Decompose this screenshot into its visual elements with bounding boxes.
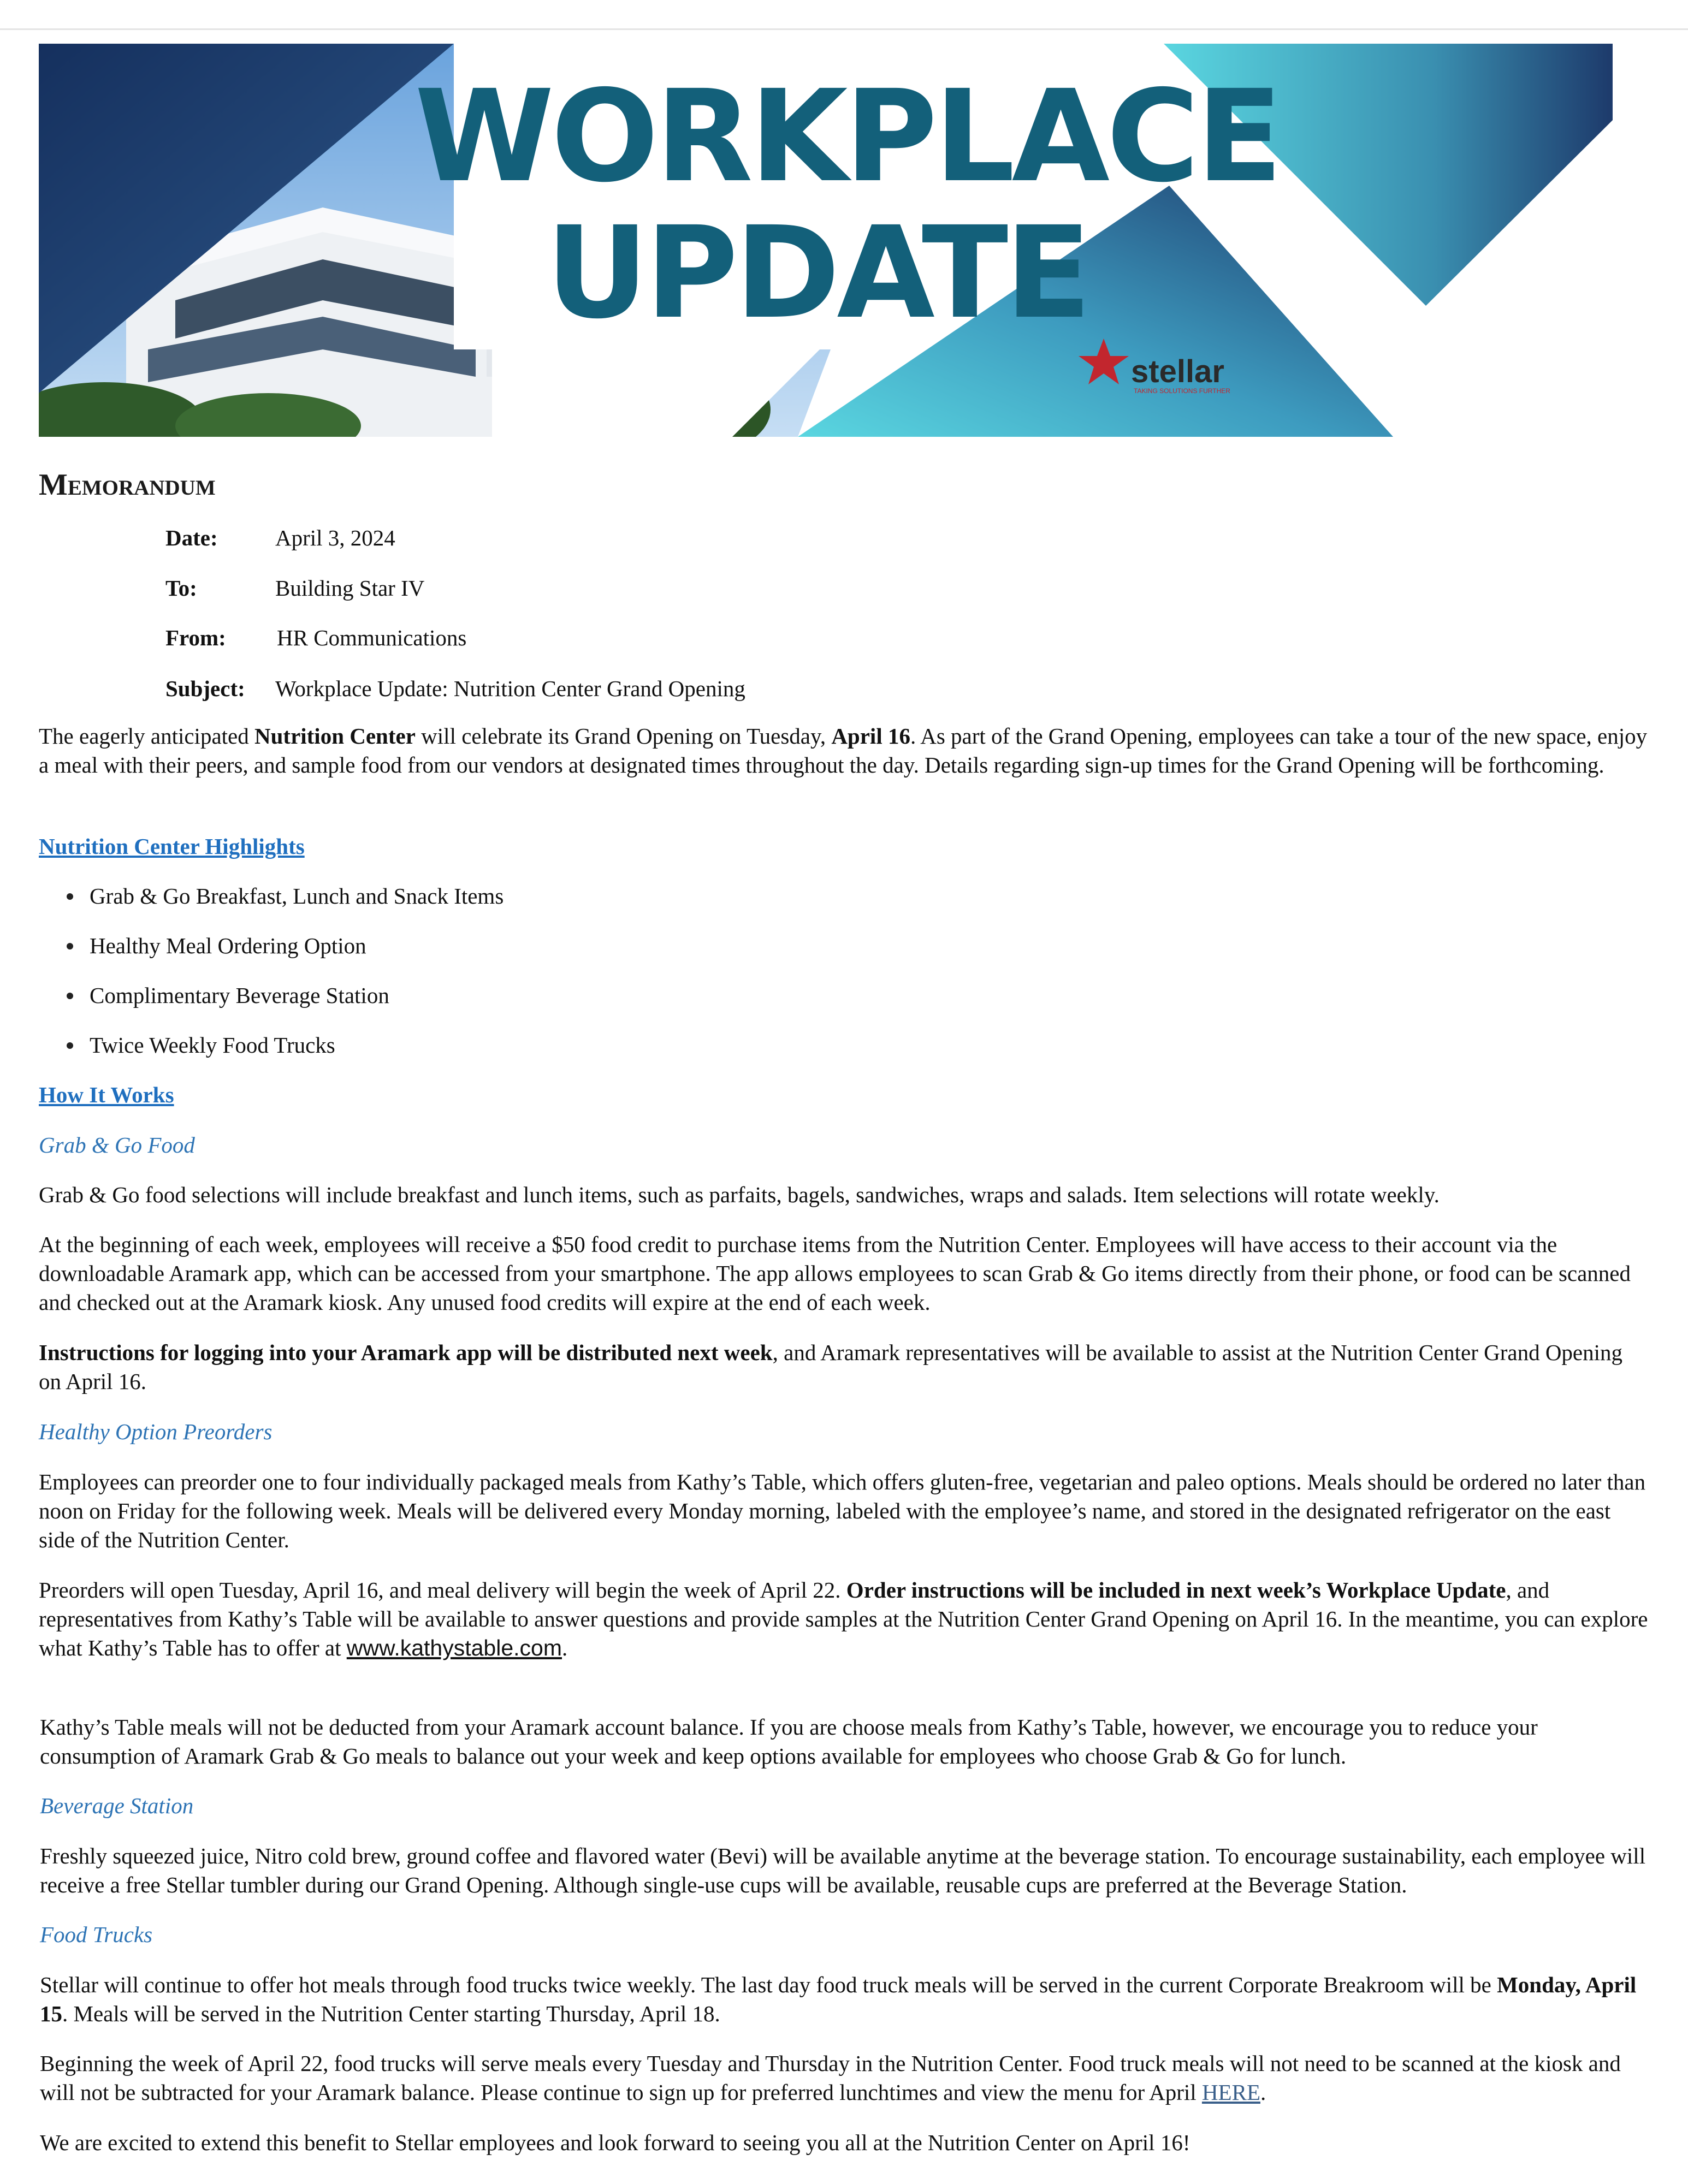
food-trucks-heading: Food Trucks	[40, 1922, 153, 1947]
memo-field-label: Subject:	[165, 676, 245, 701]
list-item	[67, 981, 389, 1010]
grab-text: , and Aramark representatives will be available to assist at the Nutrition Center Grand Opening on April 16.	[39, 1340, 1623, 1394]
memo-title: Memorandum	[39, 468, 216, 502]
banner-title-line2: UPDATE	[546, 199, 1088, 347]
memo-field-label: To:	[165, 575, 197, 601]
menu-here-link[interactable]: HERE	[1201, 2080, 1260, 2105]
trucks-text: Stellar will continue to offer hot meals through food trucks twice weekly. The last day food truck meals will be served in the current Corporate Breakroom will be	[40, 1972, 1497, 1997]
top-divider	[0, 28, 1688, 30]
grab-paragraph-2: At the beginning of each week, employees will receive a $50 food credit to purchase items from the Nutrition Center. Employees will have access to their account via the downloadable Aramark app, which can be accessed from your smartphone. The app allows employees to scan Grab & Go items directly from their phone, or food can be scanned and checked out at the Aramark kiosk. Any unused food credits will expire at the end of each week.	[39, 1232, 1631, 1315]
intro-text: . As part of the Grand Opening, employees can take a tour of the new space, enjoy a meal with their peers, and sample food from our vendors at designated times throughout the day. Details regarding sign-up times for the Grand Opening will be forthcoming.	[39, 723, 1648, 778]
workplace-update-banner	[39, 44, 1613, 437]
grab-paragraph-1: Grab & Go food selections will include breakfast and lunch items, such as parfaits, bagels, sandwiches, wraps and salads. Item selections will rotate weekly.	[39, 1182, 1440, 1207]
healthy-paragraph-1: Employees can preorder one to four individually packaged meals from Kathy’s Table, which offers gluten-free, vegetarian and paleo options. Meals should be ordered no later than noon on Friday for the following week. Meals will be delivered every Monday morning, labeled with the employee’s name, and stored in the designated refrigerator on the east side of the Nutrition Center.	[39, 1469, 1646, 1552]
list-item-text: Twice Weekly Food Trucks	[90, 1032, 335, 1058]
grab-paragraph-3	[39, 1338, 1650, 1396]
trucks-bold-date: Monday, April 15	[40, 1972, 1637, 2026]
memo-field-label: From:	[165, 625, 226, 650]
trucks-text: .	[1260, 2080, 1266, 2105]
list-item	[67, 1031, 335, 1060]
list-item-text: Healthy Meal Ordering Option	[90, 933, 366, 958]
stellar-logo-text: stellar	[1131, 354, 1224, 389]
bullet-icon	[67, 893, 73, 900]
intro-bold-nutrition-center: Nutrition Center	[254, 723, 416, 749]
banner-title-line1: WORKPLACE	[414, 63, 1280, 210]
healthy-text: , and representatives from Kathy’s Table will be available to answer questions and provide samples at the Nutrition Center Grand Opening on April 16. In the meantime, you can explore what Kathy’s Table has to offer at	[39, 1577, 1648, 1660]
memo-field-label: Date:	[165, 525, 218, 550]
beverage-station-heading: Beverage Station	[40, 1793, 194, 1818]
list-item	[67, 882, 504, 911]
memo-field-value: HR Communications	[277, 625, 467, 650]
highlights-heading[interactable]: Nutrition Center Highlights	[39, 834, 305, 859]
list-item-text: Grab & Go Breakfast, Lunch and Snack Items	[90, 883, 504, 909]
healthy-paragraph-2	[39, 1576, 1650, 1663]
stellar-logo-tagline: TAKING SOLUTIONS FURTHER	[1134, 387, 1230, 395]
healthy-option-heading: Healthy Option Preorders	[39, 1419, 273, 1444]
memo-field-value: Building Star IV	[275, 575, 425, 601]
intro-text: The eagerly anticipated	[39, 723, 254, 749]
memo-field-value: Workplace Update: Nutrition Center Grand Opening	[275, 676, 745, 701]
intro-paragraph	[39, 722, 1650, 780]
memo-header	[39, 463, 1655, 507]
beverage-paragraph: Freshly squeezed juice, Nitro cold brew, ground coffee and flavored water (Bevi) will be available anytime at the beverage station. To encourage sustainability, each employee will receive a free Stellar tumbler during our Grand Opening. Although single-use cups will be available, reusable cups are preferred at the Beverage Station.	[40, 1843, 1646, 1897]
intro-text: will celebrate its Grand Opening on Tuesday,	[415, 723, 832, 749]
bullet-icon	[67, 1042, 73, 1049]
bullet-icon	[67, 943, 73, 949]
healthy-text: Preorders will open Tuesday, April 16, and meal delivery will begin the week of April 22.	[39, 1577, 846, 1603]
trucks-text: Beginning the week of April 22, food trucks will serve meals every Tuesday and Thursday in the Nutrition Center. Food truck meals will not need to be scanned at the kiosk and will not be subtracted for your Aramark balance. Please continue to sign up for preferred lunchtimes and view the menu for April	[40, 2051, 1621, 2105]
healthy-paragraph-3: Kathy’s Table meals will not be deducted from your Aramark account balance. If you are choose meals from Kathy’s Table, however, we encourage you to reduce your consumption of Aramark Grab & Go meals to balance out your week and keep options available for employees who choose Grab & Go for lunch.	[40, 1714, 1538, 1768]
intro-bold-date: April 16	[831, 723, 910, 749]
healthy-text: .	[562, 1635, 568, 1660]
healthy-bold-order: Order instructions will be included in next week’s Workplace Update	[846, 1577, 1506, 1603]
grab-and-go-heading: Grab & Go Food	[39, 1132, 195, 1158]
list-item-text: Complimentary Beverage Station	[90, 983, 389, 1008]
list-item	[67, 931, 366, 960]
grab-bold-instructions: Instructions for logging into your Aramark app will be distributed next week	[39, 1340, 773, 1365]
how-it-works-heading[interactable]: How It Works	[39, 1082, 174, 1107]
memo-field-value: April 3, 2024	[275, 525, 395, 550]
trucks-paragraph-2	[40, 2049, 1651, 2107]
trucks-paragraph-1	[40, 1971, 1651, 2028]
kathystable-link[interactable]: www.kathystable.com	[346, 1635, 562, 1660]
bullet-icon	[67, 993, 73, 999]
trucks-text: . Meals will be served in the Nutrition Center starting Thursday, April 18.	[62, 2001, 720, 2026]
closing-paragraph: We are excited to extend this benefit to Stellar employees and look forward to seeing you all at the Nutrition Center on April 16!	[40, 2130, 1191, 2155]
